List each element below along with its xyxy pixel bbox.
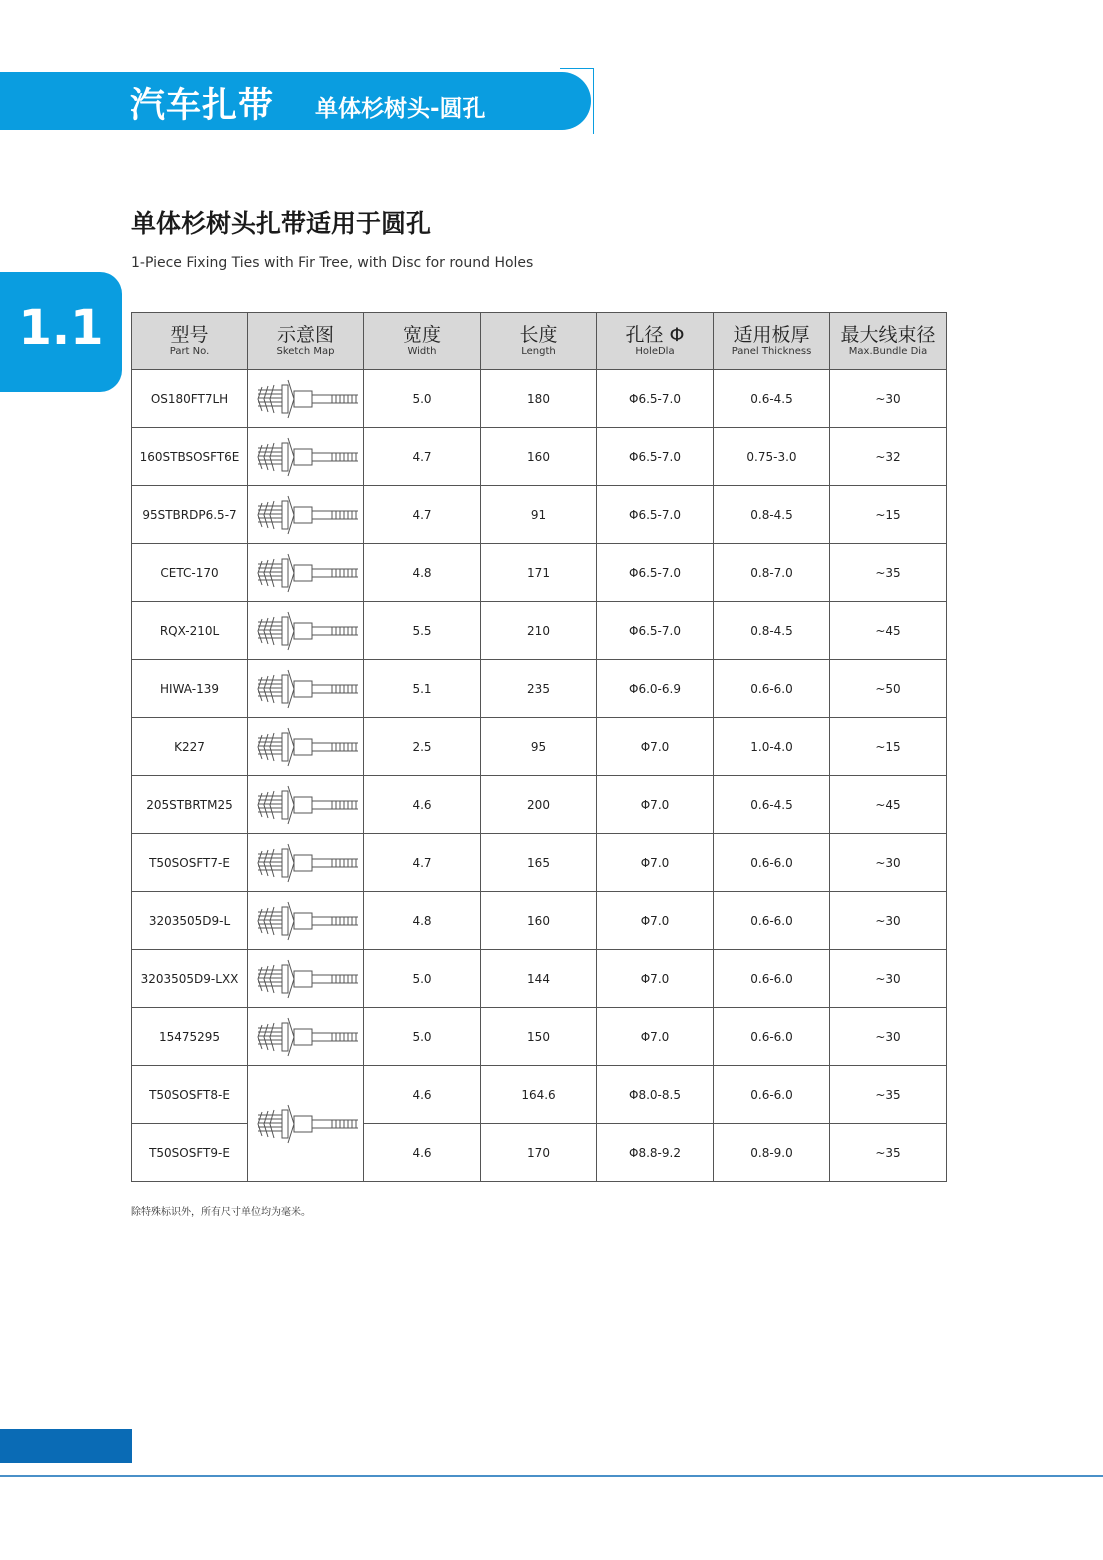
table-row (132, 544, 947, 602)
part-number-cell: RQX-210L (132, 602, 248, 660)
panel-thickness-cell: 0.8-9.0 (714, 1124, 830, 1182)
hole-dia-cell: Φ6.5-7.0 (597, 486, 714, 544)
panel-thickness-cell: 0.6-6.0 (714, 834, 830, 892)
table-row (132, 776, 947, 834)
fir-tree-tie-icon (252, 550, 360, 596)
table-row (132, 718, 947, 776)
hole-dia-cell: Φ7.0 (597, 1008, 714, 1066)
sketch-cell (248, 486, 364, 544)
heading-cn: 单体杉树头扎带适用于圆孔 (131, 209, 432, 238)
table-header-row (132, 313, 947, 370)
col-header-bundle: 最大线束径 Max.Bundle Dia (830, 313, 947, 370)
hole-dia-cell: Φ6.0-6.9 (597, 660, 714, 718)
width-cell: 4.8 (364, 544, 481, 602)
panel-thickness-cell: 0.75-3.0 (714, 428, 830, 486)
width-cell: 4.8 (364, 892, 481, 950)
sketch-cell (248, 602, 364, 660)
length-cell: 144 (481, 950, 597, 1008)
table-row (132, 660, 947, 718)
fir-tree-tie-icon (252, 956, 360, 1002)
sketch-cell (248, 776, 364, 834)
part-number-cell: T50SOSFT7-E (132, 834, 248, 892)
fir-tree-tie-icon (252, 898, 360, 944)
bundle-dia-cell: ~30 (830, 950, 947, 1008)
panel-thickness-cell: 0.8-7.0 (714, 544, 830, 602)
width-cell: 5.1 (364, 660, 481, 718)
part-number-cell: CETC-170 (132, 544, 248, 602)
panel-thickness-cell: 1.0-4.0 (714, 718, 830, 776)
table-row (132, 1008, 947, 1066)
bundle-dia-cell: ~45 (830, 776, 947, 834)
width-cell: 4.7 (364, 486, 481, 544)
length-cell: 95 (481, 718, 597, 776)
width-cell: 4.6 (364, 1124, 481, 1182)
footer-block (0, 1429, 132, 1463)
sketch-cell (248, 660, 364, 718)
panel-thickness-cell: 0.6-6.0 (714, 950, 830, 1008)
length-cell: 210 (481, 602, 597, 660)
hole-dia-cell: Φ8.8-9.2 (597, 1124, 714, 1182)
sketch-cell (248, 428, 364, 486)
bundle-dia-cell: ~45 (830, 602, 947, 660)
length-cell: 180 (481, 370, 597, 428)
part-number-cell: 3203505D9-LXX (132, 950, 248, 1008)
panel-thickness-cell: 0.6-4.5 (714, 776, 830, 834)
bundle-dia-cell: ~32 (830, 428, 947, 486)
sketch-cell (248, 1008, 364, 1066)
part-number-cell: K227 (132, 718, 248, 776)
part-number-cell: HIWA-139 (132, 660, 248, 718)
width-cell: 5.0 (364, 1008, 481, 1066)
col-header-panel: 适用板厚 Panel Thickness (714, 313, 830, 370)
table-row (132, 950, 947, 1008)
part-number-cell: T50SOSFT8-E (132, 1066, 248, 1124)
header-title: 汽车扎带 (130, 86, 275, 126)
table-row (132, 1066, 947, 1124)
panel-thickness-cell: 0.6-6.0 (714, 1066, 830, 1124)
fir-tree-tie-icon (252, 608, 360, 654)
col-header-hole: 孔径 Φ HoleDla (597, 313, 714, 370)
col-header-width: 宽度 Width (364, 313, 481, 370)
width-cell: 4.6 (364, 1066, 481, 1124)
bundle-dia-cell: ~30 (830, 370, 947, 428)
length-cell: 91 (481, 486, 597, 544)
width-cell: 5.0 (364, 950, 481, 1008)
bundle-dia-cell: ~35 (830, 1066, 947, 1124)
footnote: 除特殊标识外，所有尺寸单位均为毫米。 (131, 1207, 311, 1218)
fir-tree-tie-icon (252, 1014, 360, 1060)
section-number: 1.1 (18, 300, 104, 356)
hole-dia-cell: Φ6.5-7.0 (597, 544, 714, 602)
hole-dia-cell: Φ7.0 (597, 950, 714, 1008)
table-row (132, 370, 947, 428)
panel-thickness-cell: 0.6-4.5 (714, 370, 830, 428)
sketch-cell (248, 892, 364, 950)
sketch-cell (248, 834, 364, 892)
fir-tree-tie-icon (252, 782, 360, 828)
bundle-dia-cell: ~30 (830, 834, 947, 892)
heading-en: 1-Piece Fixing Ties with Fir Tree, with Disc for round Holes (131, 255, 534, 271)
width-cell: 2.5 (364, 718, 481, 776)
part-number-cell: 95STBRDP6.5-7 (132, 486, 248, 544)
length-cell: 160 (481, 428, 597, 486)
bundle-dia-cell: ~30 (830, 892, 947, 950)
hole-dia-cell: Φ6.5-7.0 (597, 370, 714, 428)
fir-tree-tie-icon (252, 1101, 360, 1147)
header-banner (0, 72, 591, 130)
hole-dia-cell: Φ8.0-8.5 (597, 1066, 714, 1124)
length-cell: 200 (481, 776, 597, 834)
fir-tree-tie-icon (252, 840, 360, 886)
hole-dia-cell: Φ7.0 (597, 776, 714, 834)
table-row (132, 892, 947, 950)
length-cell: 164.6 (481, 1066, 597, 1124)
header-subtitle: 单体杉树头-圆孔 (315, 96, 486, 122)
width-cell: 5.0 (364, 370, 481, 428)
table-row (132, 428, 947, 486)
part-number-cell: 160STBSOSFT6E (132, 428, 248, 486)
length-cell: 235 (481, 660, 597, 718)
width-cell: 5.5 (364, 602, 481, 660)
fir-tree-tie-icon (252, 376, 360, 422)
sketch-cell (248, 718, 364, 776)
footer-line (0, 1475, 1103, 1477)
length-cell: 160 (481, 892, 597, 950)
fir-tree-tie-icon (252, 434, 360, 480)
sketch-cell (248, 950, 364, 1008)
panel-thickness-cell: 0.8-4.5 (714, 486, 830, 544)
table-row (132, 834, 947, 892)
sketch-cell (248, 544, 364, 602)
length-cell: 170 (481, 1124, 597, 1182)
length-cell: 165 (481, 834, 597, 892)
width-cell: 4.6 (364, 776, 481, 834)
part-number-cell: 205STBRTM25 (132, 776, 248, 834)
hole-dia-cell: Φ6.5-7.0 (597, 428, 714, 486)
panel-thickness-cell: 0.6-6.0 (714, 660, 830, 718)
length-cell: 150 (481, 1008, 597, 1066)
part-number-cell: T50SOSFT9-E (132, 1124, 248, 1182)
bundle-dia-cell: ~15 (830, 486, 947, 544)
fir-tree-tie-icon (252, 666, 360, 712)
bundle-dia-cell: ~30 (830, 1008, 947, 1066)
table-row (132, 486, 947, 544)
hole-dia-cell: Φ6.5-7.0 (597, 602, 714, 660)
panel-thickness-cell: 0.6-6.0 (714, 892, 830, 950)
bundle-dia-cell: ~35 (830, 1124, 947, 1182)
bundle-dia-cell: ~15 (830, 718, 947, 776)
panel-thickness-cell: 0.6-6.0 (714, 1008, 830, 1066)
bundle-dia-cell: ~50 (830, 660, 947, 718)
part-number-cell: 3203505D9-L (132, 892, 248, 950)
sketch-cell (248, 370, 364, 428)
part-number-cell: OS180FT7LH (132, 370, 248, 428)
spec-table (131, 312, 947, 1182)
fir-tree-tie-icon (252, 724, 360, 770)
col-header-part: 型号 Part No. (132, 313, 248, 370)
bundle-dia-cell: ~35 (830, 544, 947, 602)
col-header-length: 长度 Length (481, 313, 597, 370)
hole-dia-cell: Φ7.0 (597, 718, 714, 776)
width-cell: 4.7 (364, 834, 481, 892)
hole-dia-cell: Φ7.0 (597, 892, 714, 950)
panel-thickness-cell: 0.8-4.5 (714, 602, 830, 660)
col-header-sketch: 示意图 Sketch Map (248, 313, 364, 370)
fir-tree-tie-icon (252, 492, 360, 538)
length-cell: 171 (481, 544, 597, 602)
part-number-cell: 15475295 (132, 1008, 248, 1066)
width-cell: 4.7 (364, 428, 481, 486)
sketch-cell (248, 1066, 364, 1182)
table-row (132, 602, 947, 660)
hole-dia-cell: Φ7.0 (597, 834, 714, 892)
